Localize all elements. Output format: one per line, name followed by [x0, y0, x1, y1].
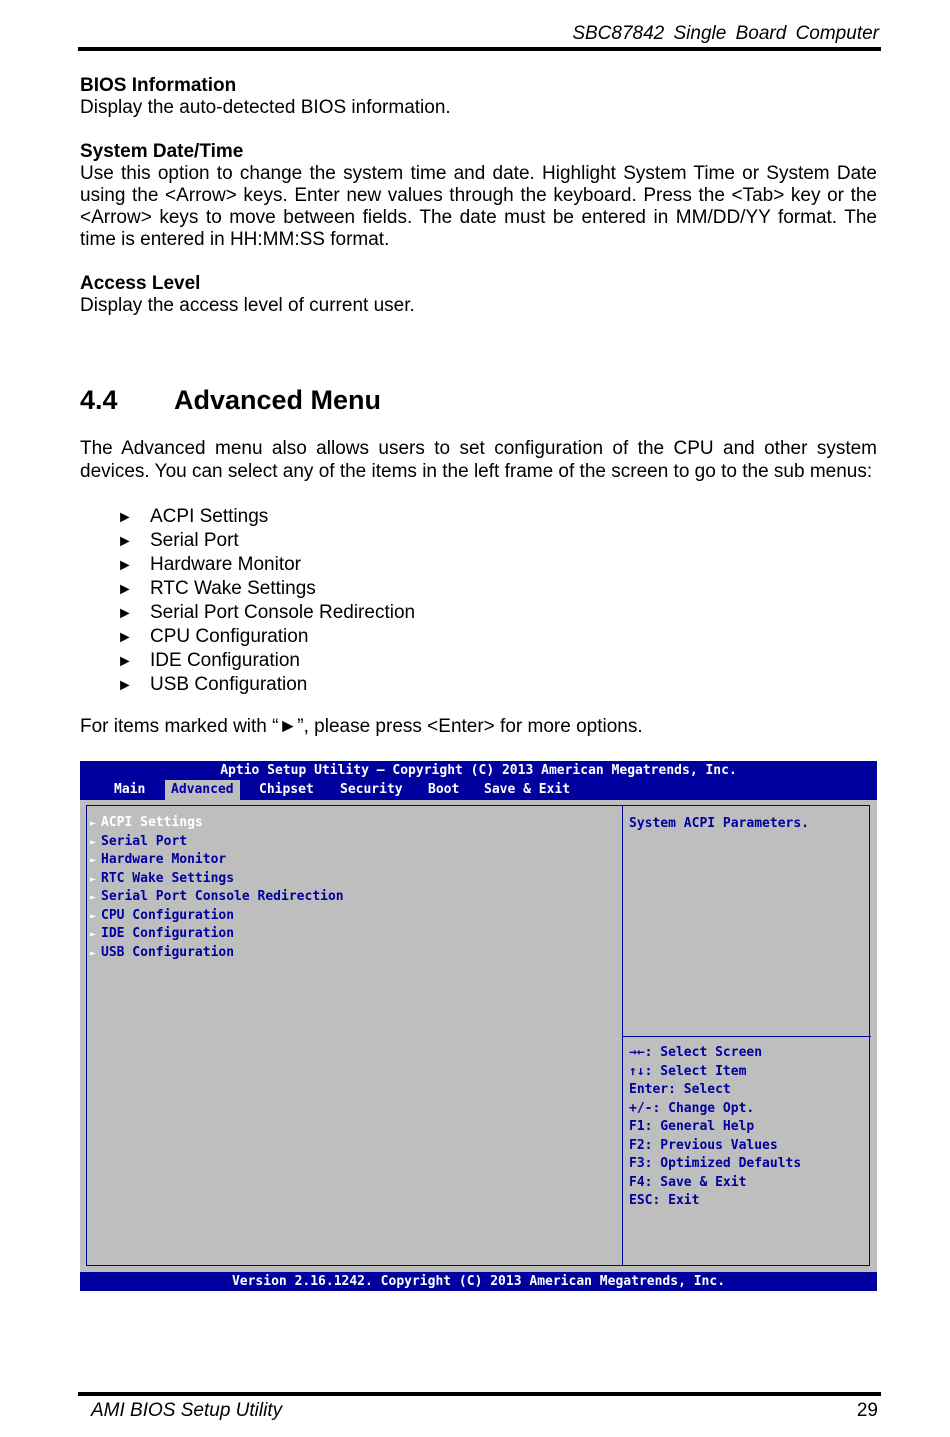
triangle-right-icon: ► [117, 653, 133, 670]
section-bios-information [80, 75, 877, 119]
triangle-right-icon: ► [117, 629, 133, 646]
tab-boot[interactable]: Boot [428, 782, 460, 797]
advanced-menu-heading [80, 385, 381, 416]
advanced-intro: The Advanced menu also allows users to set configuration of the CPU and other system devices. You can select any of the items in the left frame of the screen to go to the sub menus: [80, 438, 877, 482]
bios-footer-bar: Version 2.16.1242. Copyright (C) 2013 American Megatrends, Inc. [80, 1272, 877, 1291]
section-system-date-time [80, 141, 877, 251]
bios-screenshot [80, 761, 877, 1291]
triangle-right-icon: ► [90, 818, 97, 829]
triangle-right-icon: ► [90, 873, 97, 885]
list-item: ► Hardware Monitor [117, 553, 415, 577]
list-item: ► RTC Wake Settings [117, 577, 415, 601]
section-heading: BIOS Information [80, 75, 237, 96]
menu-item-cpu-configuration[interactable]: ► CPU Configuration [90, 907, 344, 926]
triangle-right-icon: ► [90, 855, 97, 866]
section-number: 4.4 [80, 385, 118, 415]
running-header: SBC87842 Single Board Computer [572, 23, 879, 44]
footer-title: AMI BIOS Setup Utility [91, 1400, 283, 1421]
footer-rule [78, 1392, 881, 1396]
key-hint: F4: Save & Exit [629, 1174, 747, 1190]
key-hint: F1: General Help [629, 1119, 755, 1134]
section-body: Use this option to change the system time and date. Highlight System Time or System Date using the <Arrow> keys. Enter new values through the keyboard. Press the <Tab> key or the <Arrow> keys to move between fields. The date must be entered in MM/DD/YY format. The time is entered in HH:MM:SS format. [80, 163, 877, 250]
tab-advanced[interactable]: Advanced [165, 780, 240, 800]
section-access-level [80, 273, 877, 317]
advanced-item-list [117, 505, 415, 697]
key-hint: F3: Optimized Defaults [629, 1156, 802, 1171]
section-title: Advanced Menu [174, 385, 382, 415]
help-text: System ACPI Parameters. [629, 816, 810, 831]
key-hint: ↑↓: Select Item [629, 1063, 747, 1079]
key-hint: F2: Previous Values [629, 1137, 778, 1153]
menu-item-serial-port[interactable]: ► Serial Port [90, 833, 344, 852]
list-item: ► CPU Configuration [117, 625, 415, 649]
tab-security[interactable]: Security [340, 782, 403, 797]
menu-item-ide-configuration[interactable]: ► IDE Configuration [90, 925, 344, 944]
menu-item-usb-configuration[interactable]: ► USB Configuration [90, 944, 344, 963]
tab-main[interactable]: Main [114, 782, 146, 797]
tab-save-exit[interactable]: Save & Exit [484, 782, 571, 797]
triangle-right-icon: ► [117, 581, 133, 598]
key-legend [629, 1044, 801, 1211]
menu-item-serial-port-console-redirection[interactable]: ► Serial Port Console Redirection [90, 888, 344, 907]
help-divider [623, 1036, 871, 1037]
triangle-right-icon: ► [90, 929, 97, 940]
triangle-right-icon: ► [117, 605, 133, 622]
bios-title-bar: Aptio Setup Utility – Copyright (C) 2013 American Megatrends, Inc. [80, 761, 877, 780]
bios-menu [90, 814, 344, 962]
triangle-right-icon: ► [117, 533, 133, 550]
menu-item-acpi-settings[interactable]: ► ACPI Settings [90, 814, 344, 833]
key-hint: Enter: Select [629, 1082, 731, 1097]
menu-item-hardware-monitor[interactable]: ► Hardware Monitor [90, 851, 344, 870]
list-item: ► USB Configuration [117, 673, 415, 697]
key-hint: ESC: Exit [629, 1193, 700, 1208]
triangle-right-icon: ► [117, 557, 133, 574]
key-hint: →←: Select Screen [629, 1045, 763, 1060]
key-hint: +/-: Change Opt. [629, 1100, 755, 1116]
page-number: 29 [856, 1400, 878, 1421]
triangle-right-icon: ► [117, 509, 133, 526]
triangle-right-icon: ► [90, 836, 97, 848]
triangle-right-icon: ► [90, 892, 97, 903]
list-item: ► ACPI Settings [117, 505, 415, 529]
triangle-right-icon: ► [90, 947, 97, 959]
section-heading: Access Level [80, 273, 201, 294]
triangle-right-icon: ► [90, 910, 97, 922]
enter-note: For items marked with “►”, please press <Enter> for more options. [80, 716, 643, 737]
section-heading: System Date/Time [80, 141, 244, 162]
section-body: Display the access level of current user. [80, 295, 415, 316]
section-body: Display the auto-detected BIOS information. [80, 97, 451, 118]
triangle-right-icon: ► [117, 677, 133, 694]
bios-main-panel [86, 805, 870, 1266]
header-rule [78, 47, 881, 51]
bios-tab-bar [80, 780, 877, 800]
list-item: ► IDE Configuration [117, 649, 415, 673]
tab-chipset[interactable]: Chipset [259, 782, 314, 797]
menu-item-rtc-wake-settings[interactable]: ► RTC Wake Settings [90, 870, 344, 889]
list-item: ► Serial Port Console Redirection [117, 601, 415, 625]
list-item: ► Serial Port [117, 529, 415, 553]
